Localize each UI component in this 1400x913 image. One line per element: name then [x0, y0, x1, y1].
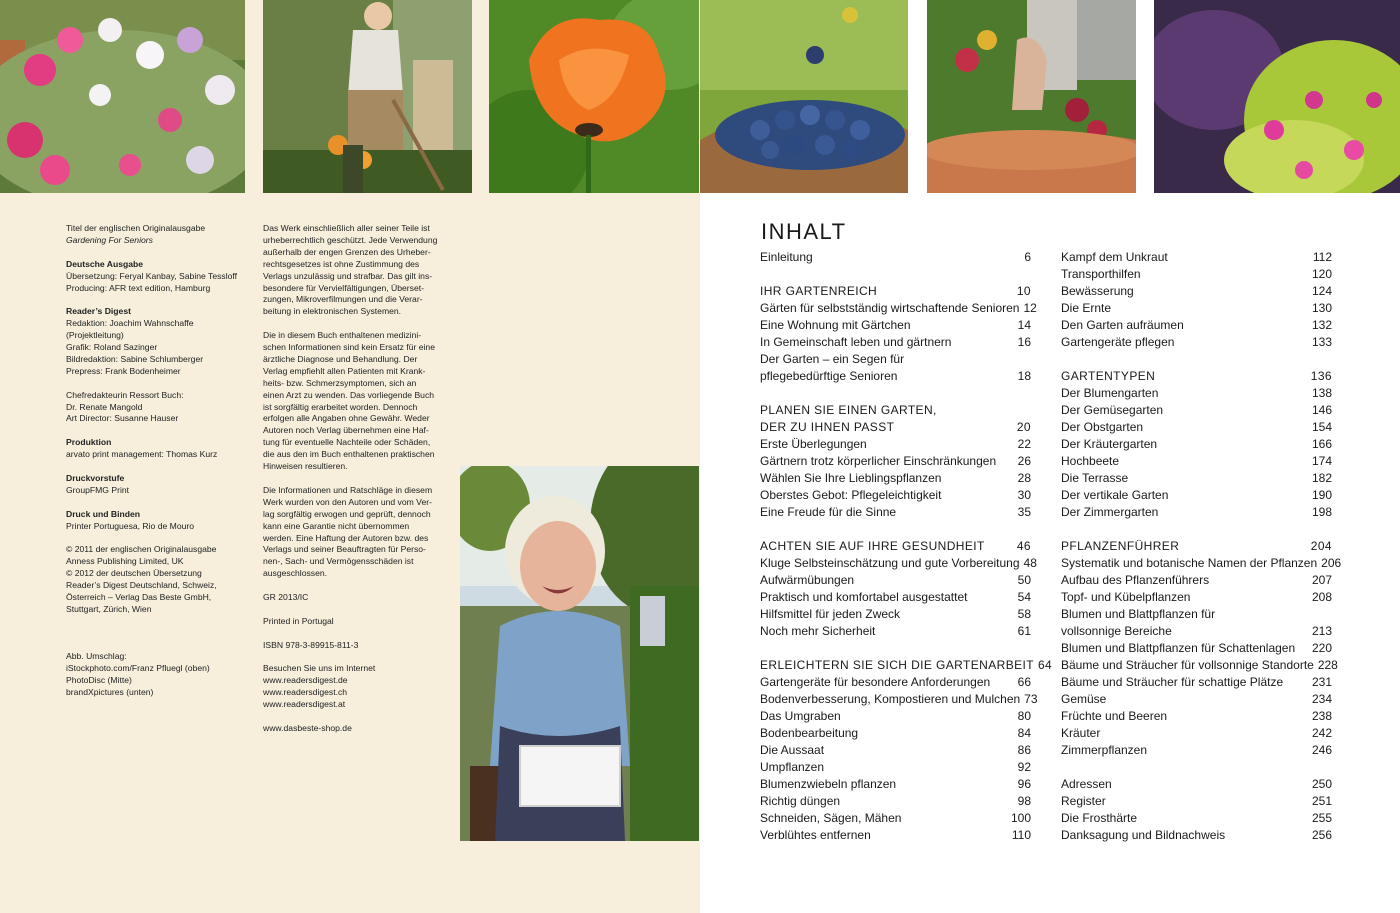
toc-section-heading — [760, 402, 1031, 419]
imprint-line: GroupFMG Print — [66, 484, 130, 495]
legal-paragraph — [263, 485, 445, 580]
imprint-line: (Projektleitung) — [66, 330, 124, 341]
toc-entry-title: PFLANZENFÜHRER — [1061, 539, 1180, 553]
legal-line: www.readersdigest.at — [263, 699, 346, 710]
toc-page-number: 28 — [1017, 471, 1031, 485]
toc-page-number: 174 — [1311, 454, 1332, 468]
toc-entry-title: Kampf dem Unkraut — [1061, 250, 1168, 264]
legal-paragraph — [263, 640, 445, 652]
toc-entry-title: pflegebedürftige Senioren — [760, 369, 898, 383]
imprint-block — [66, 390, 246, 426]
imprint-line: © 2011 der englischen Originalausgabe — [66, 544, 217, 555]
imprint-line: Übersetzung: Feryal Kanbay, Sabine Tessloff — [66, 270, 238, 281]
legal-line: werden. Eine Haftung der Autoren bzw. des — [263, 532, 429, 543]
toc-section-heading — [760, 657, 1053, 674]
toc-entry-title: Bäume und Sträucher für vollsonnige Standorte — [1061, 658, 1314, 672]
toc-section-heading — [760, 283, 1031, 300]
toc-entry-title: Transporthilfen — [1061, 267, 1141, 281]
imprint-block — [66, 509, 246, 533]
legal-line: einen Arzt zu wenden. Das vorliegende Buch — [263, 389, 435, 400]
legal-line: Werk wurden von den Autoren und vom Ver- — [263, 496, 432, 507]
toc-page-number: 166 — [1311, 437, 1332, 451]
toc-entry-title: Den Garten aufräumen — [1061, 318, 1184, 332]
legal-line: nen-, Sach- und Vermögensschäden ist — [263, 556, 414, 567]
toc-page-number: 133 — [1311, 335, 1332, 349]
toc-page-number: 64 — [1037, 658, 1053, 672]
toc-entry-title: Praktisch und komfortabel ausgestattet — [760, 590, 968, 604]
toc-page-number: 66 — [1017, 675, 1031, 689]
imprint-column-credits — [66, 223, 246, 711]
toc-spacer — [1061, 351, 1332, 368]
man-gardening-photo — [263, 0, 472, 193]
legal-line: Hinweisen resultieren. — [263, 461, 348, 472]
toc-entry — [1061, 470, 1332, 487]
toc-page-number: 16 — [1017, 335, 1031, 349]
toc-page-number: 86 — [1017, 743, 1031, 757]
toc-page-number: 96 — [1017, 777, 1031, 791]
toc-entry-title: Bodenbearbeitung — [760, 726, 859, 740]
toc-page-number: 120 — [1311, 267, 1332, 281]
imprint-line: Österreich – Verlag Das Beste GmbH, — [66, 591, 212, 602]
toc-page-number: 124 — [1311, 284, 1332, 298]
toc-entry-title: ERLEICHTERN SIE SICH DIE GARTENARBEIT — [760, 658, 1034, 672]
toc-entry — [1061, 487, 1332, 504]
imprint-line: arvato print management: Thomas Kurz — [66, 449, 218, 460]
toc-entry-title: Erste Überlegungen — [760, 437, 867, 451]
legal-line: Verlags und seiner Beauftragten für Perso- — [263, 544, 426, 555]
toc-page-number: 198 — [1311, 505, 1332, 519]
toc-page-number: 46 — [1016, 539, 1031, 553]
toc-entry — [760, 317, 1031, 334]
imprint-line: Druck und Binden — [66, 508, 141, 519]
legal-line: erfolgen alle Angaben ohne Gewähr. Weder — [263, 413, 430, 424]
toc-entry — [1061, 708, 1332, 725]
toc-entry-title: Bewässerung — [1061, 284, 1134, 298]
toc-entry-title: vollsonnige Bereiche — [1061, 624, 1172, 638]
toc-page-number: 98 — [1017, 794, 1031, 808]
imprint-block — [66, 223, 246, 247]
legal-paragraph — [263, 592, 445, 604]
toc-entry — [1061, 572, 1332, 589]
toc-entry — [1061, 793, 1332, 810]
toc-entry-title: Gärten für selbstständig wirtschaftende Senioren — [760, 301, 1020, 315]
toc-entry-title: Blumen und Blattpflanzen für — [1061, 607, 1216, 621]
legal-line: rechtsgesetzes ist ohne Zustimmung des — [263, 258, 420, 269]
imprint-line: Prepress: Frank Bodenheimer — [66, 365, 181, 376]
toc-entry — [760, 810, 1031, 827]
imprint-line: Deutsche Ausgabe — [66, 258, 144, 269]
imprint-block — [66, 628, 246, 640]
toc-page-number: 228 — [1317, 658, 1338, 672]
toc-entry-title: Danksagung und Bildnachweis — [1061, 828, 1226, 842]
toc-entry — [1061, 657, 1338, 674]
toc-page-number: 207 — [1311, 573, 1332, 587]
toc-entry-title: Der Zimmergarten — [1061, 505, 1159, 519]
toc-page-number: 61 — [1017, 624, 1031, 638]
toc-entry-title: Bodenverbesserung, Kompostieren und Mulchen — [760, 692, 1021, 706]
toc-entry — [760, 776, 1031, 793]
imprint-line: PhotoDisc (Mitte) — [66, 675, 132, 686]
toc-page-number: 182 — [1311, 471, 1332, 485]
toc-entry-title: Kräuter — [1061, 726, 1101, 740]
toc-entry — [760, 249, 1031, 266]
toc-title: INHALT — [761, 219, 847, 244]
toc-entry — [1061, 691, 1332, 708]
imprint-line: Anness Publishing Limited, UK — [66, 556, 184, 567]
toc-page-number: 238 — [1311, 709, 1332, 723]
imprint-line — [66, 628, 246, 640]
toc-section-heading — [760, 538, 1031, 555]
imprint-line: Printer Portuguesa, Rio de Mouro — [66, 520, 195, 531]
toc-page-number: 10 — [1016, 284, 1031, 298]
legal-line: schen Informationen sind kein Ersatz für eine — [263, 342, 435, 353]
legal-line: ist sorgfältig erarbeitet worden. Dennoch — [263, 401, 418, 412]
toc-entry-title: Noch mehr Sicherheit — [760, 624, 876, 638]
toc-entry — [760, 759, 1031, 776]
legal-line: zungen, Mikroverfilmungen und die Verar- — [263, 294, 423, 305]
toc-spacer — [760, 521, 1031, 538]
toc-entry-title: ACHTEN SIE AUF IHRE GESUNDHEIT — [760, 539, 985, 553]
toc-entry — [760, 300, 1037, 317]
toc-entry — [760, 334, 1031, 351]
toc-entry-title: Hilfsmittel für jeden Zweck — [760, 607, 901, 621]
toc-entry-title: Die Terrasse — [1061, 471, 1129, 485]
legal-line: heits- bzw. Schmerzsymptomen, sich an — [263, 377, 417, 388]
toc-entry — [1061, 606, 1332, 623]
toc-page-number: 251 — [1311, 794, 1332, 808]
toc-entry-title: Die Ernte — [1061, 301, 1112, 315]
legal-line: kann eine Garantie nicht übernommen — [263, 520, 410, 531]
toc-entry-title: Der Gemüsegarten — [1061, 403, 1164, 417]
toc-page-number: 231 — [1311, 675, 1332, 689]
toc-entry-title: Systematik und botanische Namen der Pflanzen — [1061, 556, 1318, 570]
toc-entry — [760, 487, 1031, 504]
toc-spacer — [760, 640, 1031, 657]
petunia-flowers-photo — [0, 0, 245, 193]
imprint-line: Gardening For Seniors — [66, 234, 153, 245]
toc-entry-title: Der vertikale Garten — [1061, 488, 1169, 502]
imprint-line: iStockphoto.com/Franz Pfluegl (oben) — [66, 663, 210, 674]
legal-line: ärztliche Diagnose und Behandlung. Der — [263, 353, 418, 364]
imprint-block — [66, 306, 246, 377]
toc-page-number: 48 — [1023, 556, 1037, 570]
toc-page-number: 112 — [1312, 250, 1332, 264]
toc-entry-title: Oberstes Gebot: Pflegeleichtigkeit — [760, 488, 942, 502]
imprint-block — [66, 259, 246, 295]
orange-poppy-photo — [489, 0, 699, 193]
toc-column-right — [1061, 249, 1342, 844]
toc-spacer — [760, 266, 1031, 283]
toc-entry-title: Die Frosthärte — [1061, 811, 1138, 825]
toc-entry — [760, 793, 1031, 810]
toc-entry — [760, 827, 1031, 844]
legal-line: www.readersdigest.de — [263, 675, 348, 686]
toc-page-number: 58 — [1017, 607, 1031, 621]
toc-entry-title: Eine Freude für die Sinne — [760, 505, 897, 519]
toc-entry — [760, 708, 1031, 725]
imprint-line: Reader’s Digest — [66, 306, 131, 317]
toc-entry-title: Aufwärmübungen — [760, 573, 855, 587]
toc-page-number: 256 — [1311, 828, 1332, 842]
toc-page-number: 190 — [1311, 488, 1332, 502]
toc-entry-title: Der Obstgarten — [1061, 420, 1144, 434]
toc-entry-title: GARTENTYPEN — [1061, 369, 1156, 383]
toc-entry-title: Topf- und Kübelpflanzen — [1061, 590, 1191, 604]
toc-entry — [1061, 419, 1332, 436]
toc-page-number: 35 — [1017, 505, 1031, 519]
toc-entry-title: Bäume und Sträucher für schattige Plätze — [1061, 675, 1284, 689]
toc-entry — [1061, 283, 1332, 300]
toc-page-number: 6 — [1024, 250, 1031, 264]
toc-entry-title: Adressen — [1061, 777, 1112, 791]
toc-page-number: 26 — [1017, 454, 1031, 468]
legal-line: Besuchen Sie uns im Internet — [263, 663, 376, 674]
toc-entry — [1061, 640, 1332, 657]
toc-entry — [1061, 504, 1332, 521]
legal-line: Die Informationen und Ratschläge in diesem — [263, 484, 433, 495]
toc-page-number: 138 — [1311, 386, 1332, 400]
toc-page-number: 132 — [1311, 318, 1332, 332]
toc-page-number: 110 — [1011, 828, 1031, 842]
imprint-line: Chefredakteurin Ressort Buch: — [66, 389, 184, 400]
toc-entry — [760, 589, 1031, 606]
toc-entry-title: Umpflanzen — [760, 760, 825, 774]
toc-entry-title: Blumen und Blattpflanzen für Schattenlagen — [1061, 641, 1296, 655]
imprint-line: © 2012 der deutschen Übersetzung — [66, 568, 202, 579]
toc-entry-title: Schneiden, Sägen, Mähen — [760, 811, 902, 825]
toc-page-number: 206 — [1321, 556, 1342, 570]
toc-page-number: 208 — [1311, 590, 1332, 604]
toc-entry-title: Einleitung — [760, 250, 813, 264]
legal-line: urheberrechtlich geschützt. Jede Verwendung — [263, 234, 438, 245]
legal-paragraph — [263, 663, 445, 711]
toc-entry — [1061, 623, 1332, 640]
toc-spacer — [1061, 521, 1332, 538]
toc-entry — [760, 572, 1031, 589]
toc-entry — [1061, 249, 1332, 266]
toc-entry-title: PLANEN SIE EINEN GARTEN, — [760, 403, 937, 417]
toc-entry — [760, 674, 1031, 691]
imprint-line: Grafik: Roland Sazinger — [66, 342, 158, 353]
legal-line: beitung in elektronischen Systemen. — [263, 306, 402, 317]
toc-entry — [760, 623, 1031, 640]
imprint-block — [66, 473, 246, 497]
legal-line: Die in diesem Buch enthaltenen medizini- — [263, 330, 422, 341]
legal-line: außerhalb der engen Grenzen des Urheber- — [263, 246, 431, 257]
legal-line: besondere für Vervielfältigungen, Überset- — [263, 282, 424, 293]
legal-line: Printed in Portugal — [263, 615, 334, 626]
toc-entry — [1061, 589, 1332, 606]
toc-entry — [760, 555, 1037, 572]
toc-entry — [760, 453, 1031, 470]
toc-page-number: 100 — [1010, 811, 1031, 825]
toc-page-number: 22 — [1017, 437, 1031, 451]
toc-entry — [760, 725, 1031, 742]
toc-section-heading — [1061, 368, 1332, 385]
toc-entry-title: Das Umgraben — [760, 709, 841, 723]
toc-entry-title: Die Aussaat — [760, 743, 825, 757]
toc-entry-title: Gärtnern trotz körperlicher Einschränkungen — [760, 454, 997, 468]
imprint-line: Titel der englischen Originalausgabe — [66, 223, 206, 233]
toc-entry-title: Wählen Sie Ihre Lieblingspflanzen — [760, 471, 942, 485]
legal-line: GR 2013/IC — [263, 592, 309, 603]
toc-page-number: 220 — [1311, 641, 1332, 655]
blueberries-bowl-photo — [700, 0, 908, 193]
legal-paragraph — [263, 616, 445, 628]
toc-entry-title: Hochbeete — [1061, 454, 1120, 468]
toc-page-number: 73 — [1024, 692, 1038, 706]
imprint-line: Producing: AFR text edition, Hamburg — [66, 282, 211, 293]
legal-line: ISBN 978-3-89915-811-3 — [263, 639, 359, 650]
toc-entry — [760, 470, 1031, 487]
toc-entry — [1061, 776, 1332, 793]
toc-page-number: 255 — [1311, 811, 1332, 825]
toc-spacer — [760, 385, 1031, 402]
toc-entry — [1061, 453, 1332, 470]
toc-entry — [760, 436, 1031, 453]
toc-entry — [1061, 742, 1332, 759]
toc-page-number: 80 — [1017, 709, 1031, 723]
toc-entry-title: Gemüse — [1061, 692, 1107, 706]
toc-entry-title: Blumenzwiebeln pflanzen — [760, 777, 897, 791]
toc-page-number: 20 — [1016, 420, 1031, 434]
toc-entry-title: Gartengeräte pflegen — [1061, 335, 1175, 349]
imprint-line: Bildredaktion: Sabine Schlumberger — [66, 353, 204, 364]
toc-entry — [1061, 402, 1332, 419]
toc-entry-title: Der Garten – ein Segen für — [760, 352, 905, 366]
toc-entry-title: Kluge Selbsteinschätzung und gute Vorbereitung — [760, 556, 1020, 570]
legal-line: www.dasbeste-shop.de — [263, 722, 352, 733]
legal-line: Das Werk einschließlich aller seiner Teile ist — [263, 223, 430, 233]
toc-spacer — [1061, 759, 1332, 776]
legal-line: tung für eventuelle Nachteile oder Schäden, — [263, 437, 431, 448]
toc-page-number: 242 — [1311, 726, 1332, 740]
toc-page-number: 250 — [1311, 777, 1332, 791]
toc-page-number: 234 — [1311, 692, 1332, 706]
toc-entry — [1061, 436, 1332, 453]
imprint-line: Redaktion: Joachim Wahnschaffe — [66, 318, 194, 329]
toc-entry — [1061, 300, 1332, 317]
legal-line: Autoren noch Verlag übernehmen eine Haf- — [263, 425, 429, 436]
toc-entry-title: Der Blumengarten — [1061, 386, 1159, 400]
toc-section-heading — [760, 419, 1031, 436]
toc-page-number: 18 — [1017, 369, 1031, 383]
imprint-line: Druckvorstufe — [66, 472, 125, 483]
toc-entry-title: Eine Wohnung mit Gärtchen — [760, 318, 911, 332]
imprint-line: brandXpictures (unten) — [66, 687, 154, 698]
toc-page-number: 12 — [1023, 301, 1037, 315]
toc-entry — [1061, 266, 1332, 283]
toc-entry-title: Register — [1061, 794, 1106, 808]
toc-entry — [1061, 674, 1332, 691]
imprint-line: Stuttgart, Zürich, Wien — [66, 603, 152, 614]
toc-entry — [1061, 385, 1332, 402]
imprint-line: Produktion — [66, 437, 112, 448]
toc-entry — [760, 742, 1031, 759]
imprint-block — [66, 651, 246, 699]
toc-entry — [1061, 334, 1332, 351]
toc-entry — [1061, 555, 1342, 572]
imprint-line: Abb. Umschlag: — [66, 651, 127, 662]
toc-entry — [1061, 317, 1332, 334]
toc-column-left — [760, 249, 1053, 844]
legal-line: lag sorgfältig erwogen und geprüft, dennoch — [263, 508, 431, 519]
toc-page-number: 246 — [1311, 743, 1332, 757]
imprint-line: Art Director: Susanne Hauser — [66, 413, 179, 424]
toc-page-number: 204 — [1310, 539, 1332, 553]
toc-entry — [760, 606, 1031, 623]
imprint-block — [66, 544, 246, 615]
toc-entry-title: In Gemeinschaft leben und gärtnern — [760, 335, 952, 349]
toc-entry — [1061, 725, 1332, 742]
toc-page-number: 92 — [1017, 760, 1031, 774]
toc-entry-title: IHR GARTENREICH — [760, 284, 878, 298]
toc-entry — [760, 691, 1038, 708]
toc-page-number: 136 — [1310, 369, 1332, 383]
legal-line: ausgeschlossen. — [263, 568, 328, 579]
toc-entry — [760, 351, 1031, 368]
shrub-blossoms-photo — [1154, 0, 1400, 193]
toc-entry-title: Früchte und Beeren — [1061, 709, 1168, 723]
toc-entry-title: Zimmerpflanzen — [1061, 743, 1148, 757]
legal-paragraph — [263, 223, 445, 318]
toc-entry-title: Richtig düngen — [760, 794, 841, 808]
toc-entry — [760, 504, 1031, 521]
imprint-line: Reader’s Digest Deutschland, Schweiz, — [66, 580, 217, 591]
toc-entry — [760, 368, 1031, 385]
imprint-block — [66, 437, 246, 461]
toc-entry-title: Verblühtes entfernen — [760, 828, 871, 842]
toc-entry-title: Gartengeräte für besondere Anforderungen — [760, 675, 991, 689]
toc-page-number: 213 — [1311, 624, 1332, 638]
legal-line: www.readersdigest.ch — [263, 687, 348, 698]
legal-line: Verlags unzulässig und strafbar. Das gilt ins- — [263, 270, 433, 281]
toc-page-number: 54 — [1017, 590, 1031, 604]
legal-paragraph — [263, 330, 445, 473]
toc-page-number: 146 — [1311, 403, 1332, 417]
imprint-line: Dr. Renate Mangold — [66, 401, 143, 412]
legal-line: Verlag empfiehlt allen Patienten mit Krank- — [263, 365, 426, 376]
toc-entry — [1061, 810, 1332, 827]
legal-paragraph — [263, 723, 445, 735]
toc-page-number: 84 — [1017, 726, 1031, 740]
toc-section-heading — [1061, 538, 1332, 555]
toc-entry-title: DER ZU IHNEN PASST — [760, 420, 895, 434]
hands-planting-photo — [927, 0, 1136, 193]
toc-page-number: 30 — [1017, 488, 1031, 502]
toc-entry-title: Der Kräutergarten — [1061, 437, 1158, 451]
legal-line: die aus den im Buch enthaltenen praktischen — [263, 449, 435, 460]
smiling-woman-photo — [460, 466, 699, 841]
toc-page-number: 50 — [1017, 573, 1031, 587]
toc-page-number: 14 — [1017, 318, 1031, 332]
toc-page-number: 154 — [1311, 420, 1332, 434]
toc-page-number: 130 — [1311, 301, 1332, 315]
imprint-column-legal — [263, 223, 445, 747]
toc-entry-title: Aufbau des Pflanzenführers — [1061, 573, 1210, 587]
toc-entry — [1061, 827, 1332, 844]
